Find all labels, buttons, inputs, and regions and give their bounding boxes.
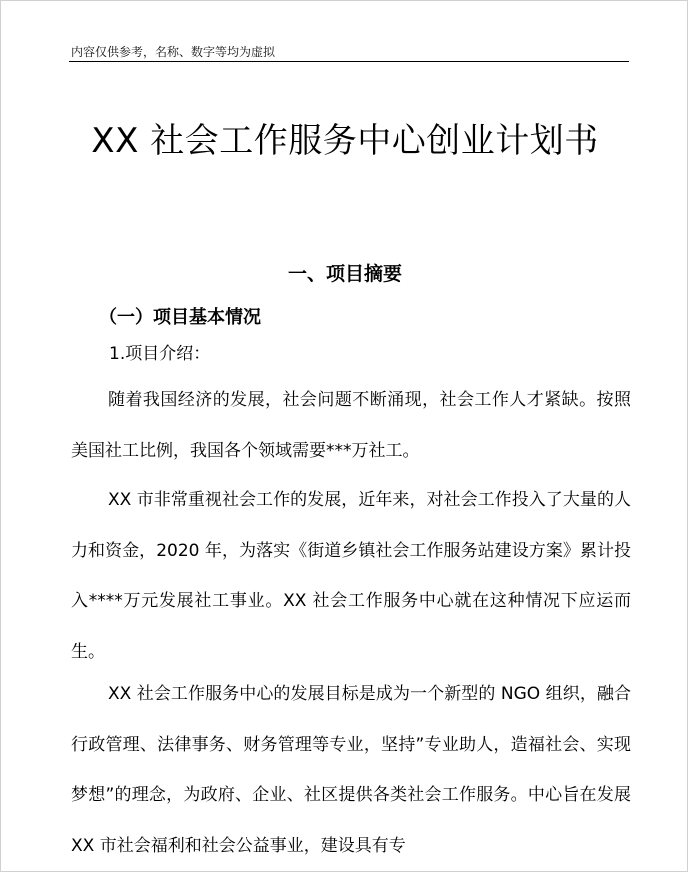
header-disclaimer: 内容仅供参考，名称、数字等均为虚拟	[71, 45, 276, 59]
body-paragraph: 随着我国经济的发展，社会问题不断涌现，社会工作人才紧缺。按照美国社工比例，我国各个领域需要***万社工。	[71, 390, 631, 461]
header-divider	[69, 61, 629, 62]
body-paragraph: XX 社会工作服务中心的发展目标是成为一个新型的 NGO 组织，融合行政管理、法律事务、财务管理等专业，坚持”专业助人，造福社会、实现梦想”的理念，为政府、企业、社区提供各类社会工作服务。中心旨在发展 XX 市社会福利和社会公益事业，建设具有专	[71, 684, 631, 856]
subsection-heading: （一）项目基本情况	[99, 307, 261, 328]
section-heading: 一、项目摘要	[287, 263, 402, 285]
body-paragraph: XX 市非常重视社会工作的发展，近年来，对社会工作投入了大量的人力和资金，2020 年，为落实《街道乡镇社会工作服务站建设方案》累计投入****万元发展社工事业。XX 社会工作服务中心就在这种情况下应运而生。	[71, 490, 631, 662]
item-label: 1.项目介绍：	[109, 344, 211, 364]
document-title: XX 社会工作服务中心创业计划书	[91, 121, 599, 161]
